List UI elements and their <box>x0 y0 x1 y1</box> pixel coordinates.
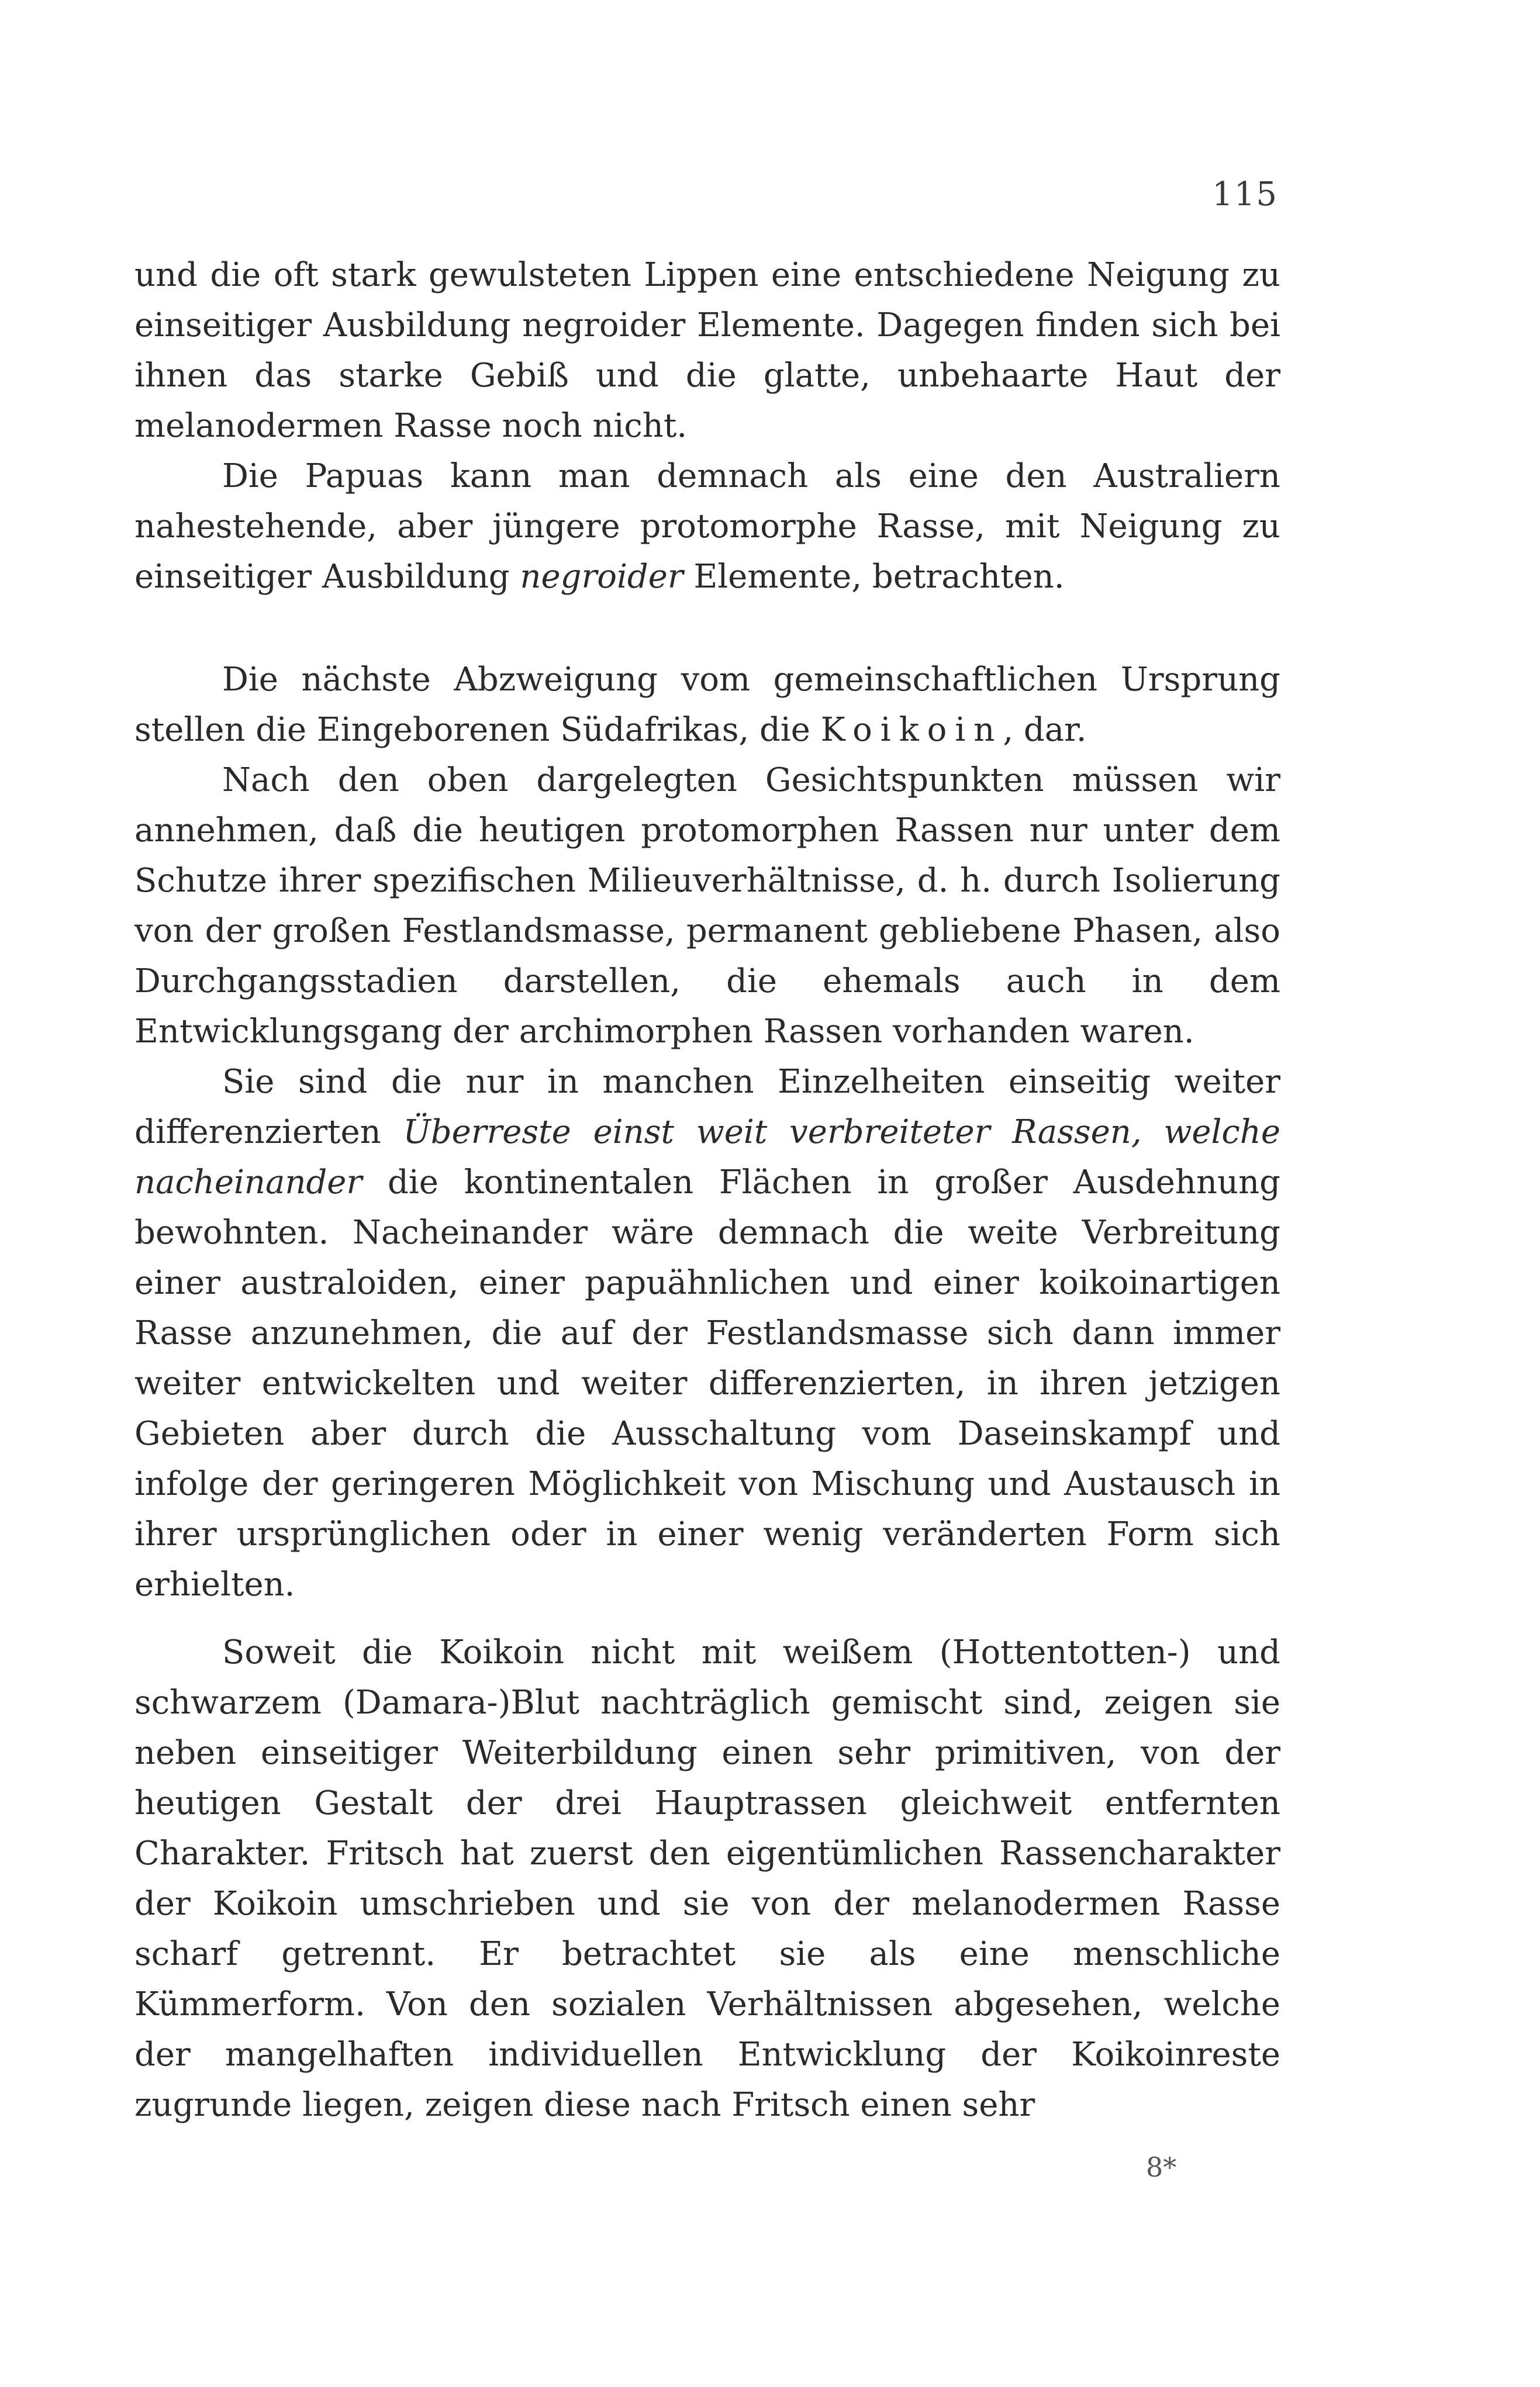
paragraph-4-text: Nach den oben dargelegten Gesichtspunkten müssen wir annehmen, daß die heutigen protomorphen Rassen nur unter dem Schutze ihrer spezifischen Milieuverhältnisse, d. h. durch Isolierung von der großen Festlandsmasse, permanent gebliebene Phasen, also Durchgangsstadien darstellen, die ehemals auch in dem Entwicklungsgang der archimorphen Rassen vorhanden waren. <box>134 761 1280 1051</box>
paragraph-2-end: Elemente, betrachten. <box>683 558 1065 596</box>
printer-signature-mark: 8* <box>1146 2151 1177 2183</box>
paragraph-2-start: Die Papuas kann man demnach als eine den Australiern nahestehende, aber jüngere protomorphe Rasse, mit Neigung zu einseitiger Ausbildung <box>134 457 1280 596</box>
page-number: 115 <box>1212 175 1278 213</box>
paragraph-3-start: Die nächste Abzweigung vom gemeinschaftlichen Ursprung stellen die Eingeborenen Südafrikas, die <box>134 661 1280 749</box>
paragraph-6 <box>134 1628 1280 2130</box>
paragraph-5-start: Sie sind die nur in manchen Einzelheiten einseitig weiter differenzierten <box>134 1063 1280 1151</box>
paragraph-1-text: und die oft stark gewulsteten Lippen eine entschiedene Neigung zu einseitiger Ausbildung negroider Elemente. Dagegen finden sich bei ihnen das starke Gebiß und die glatte, unbehaarte Haut der melanodermen Rasse noch nicht. <box>134 256 1280 445</box>
paragraph-5-emphasis: Überreste einst weit verbreiteter Rassen, welche nacheinander <box>134 1113 1281 1201</box>
paragraph-1 <box>134 250 1280 451</box>
body-text <box>134 250 1280 2130</box>
paragraph-3-spaced-term: Koikoin <box>820 711 1003 749</box>
paragraph-3 <box>134 655 1280 755</box>
paragraph-3-end: , dar. <box>1003 711 1087 749</box>
paragraph-6-text: Soweit die Koikoin nicht mit weißem (Hottentotten-) und schwarzem (Damara-)Blut nachträglich gemischt sind, zeigen sie neben einseitiger Weiterbildung einen sehr primitiven, von der heutigen Gestalt der drei Hauptrassen gleichweit entfernten Charakter. Fritsch hat zuerst den eigentümlichen Rassencharakter der Koikoin umschrieben und sie von der melanodermen Rasse scharf getrennt. Er betrachtet sie als eine menschliche Kümmerform. Von den sozialen Verhältnissen abgesehen, welche der mangelhaften individuellen Entwicklung der Koikoinreste zugrunde liegen, zeigen diese nach Fritsch einen sehr <box>134 1633 1280 2124</box>
paragraph-5 <box>134 1057 1280 1610</box>
paragraph-2 <box>134 451 1280 602</box>
paragraph-5-end: die kontinentalen Flächen in großer Ausdehnung bewohnten. Nacheinander wäre demnach die weite Verbreitung einer australoiden, einer papuähnlichen und einer koikoinartigen Rasse anzunehmen, die auf der Festlandsmasse sich dann immer weiter entwickelten und weiter differenzierten, in ihren jetzigen Gebieten aber durch die Ausschaltung vom Daseinskampf und infolge der geringeren Möglichkeit von Mischung und Austausch in ihrer ursprünglichen oder in einer wenig veränderten Form sich erhielten. <box>134 1163 1280 1604</box>
paragraph-2-emphasis: negroider <box>520 558 683 596</box>
paragraph-4 <box>134 755 1280 1057</box>
